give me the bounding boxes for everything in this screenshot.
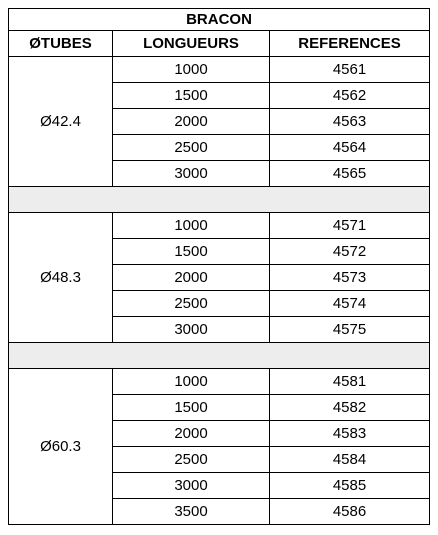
group-separator xyxy=(9,187,430,213)
tube-diameter-cell: Ø48.3 xyxy=(9,213,113,343)
length-cell: 2000 xyxy=(113,265,270,291)
group-separator-row xyxy=(9,187,430,213)
length-cell: 1000 xyxy=(113,213,270,239)
reference-cell: 4581 xyxy=(270,369,430,395)
reference-cell: 4561 xyxy=(270,57,430,83)
reference-cell: 4575 xyxy=(270,317,430,343)
reference-cell: 4563 xyxy=(270,109,430,135)
length-cell: 3500 xyxy=(113,499,270,525)
table-row xyxy=(9,369,430,395)
length-cell: 1500 xyxy=(113,83,270,109)
length-cell: 2500 xyxy=(113,447,270,473)
length-cell: 2500 xyxy=(113,135,270,161)
tube-diameter-cell: Ø60.3 xyxy=(9,369,113,525)
header-row xyxy=(9,31,430,57)
length-cell: 3000 xyxy=(113,317,270,343)
length-cell: 2500 xyxy=(113,291,270,317)
group-separator xyxy=(9,343,430,369)
table-body xyxy=(9,57,430,525)
reference-cell: 4565 xyxy=(270,161,430,187)
length-cell: 3000 xyxy=(113,161,270,187)
length-cell: 3000 xyxy=(113,473,270,499)
reference-cell: 4562 xyxy=(270,83,430,109)
reference-cell: 4586 xyxy=(270,499,430,525)
reference-cell: 4585 xyxy=(270,473,430,499)
reference-cell: 4583 xyxy=(270,421,430,447)
reference-cell: 4571 xyxy=(270,213,430,239)
tube-diameter-cell: Ø42.4 xyxy=(9,57,113,187)
header-lengths: LONGUEURS xyxy=(113,31,270,57)
length-cell: 1000 xyxy=(113,57,270,83)
reference-cell: 4574 xyxy=(270,291,430,317)
length-cell: 1500 xyxy=(113,395,270,421)
reference-cell: 4572 xyxy=(270,239,430,265)
length-cell: 2000 xyxy=(113,421,270,447)
group-separator-row xyxy=(9,343,430,369)
length-cell: 1000 xyxy=(113,369,270,395)
table-row xyxy=(9,57,430,83)
length-cell: 1500 xyxy=(113,239,270,265)
table-row xyxy=(9,213,430,239)
header-references: REFERENCES xyxy=(270,31,430,57)
reference-cell: 4573 xyxy=(270,265,430,291)
table-title: BRACON xyxy=(9,9,430,31)
title-row xyxy=(9,9,430,31)
reference-cell: 4584 xyxy=(270,447,430,473)
header-tubes: ØTUBES xyxy=(9,31,113,57)
reference-cell: 4582 xyxy=(270,395,430,421)
length-cell: 2000 xyxy=(113,109,270,135)
bracon-table xyxy=(8,8,430,525)
reference-cell: 4564 xyxy=(270,135,430,161)
